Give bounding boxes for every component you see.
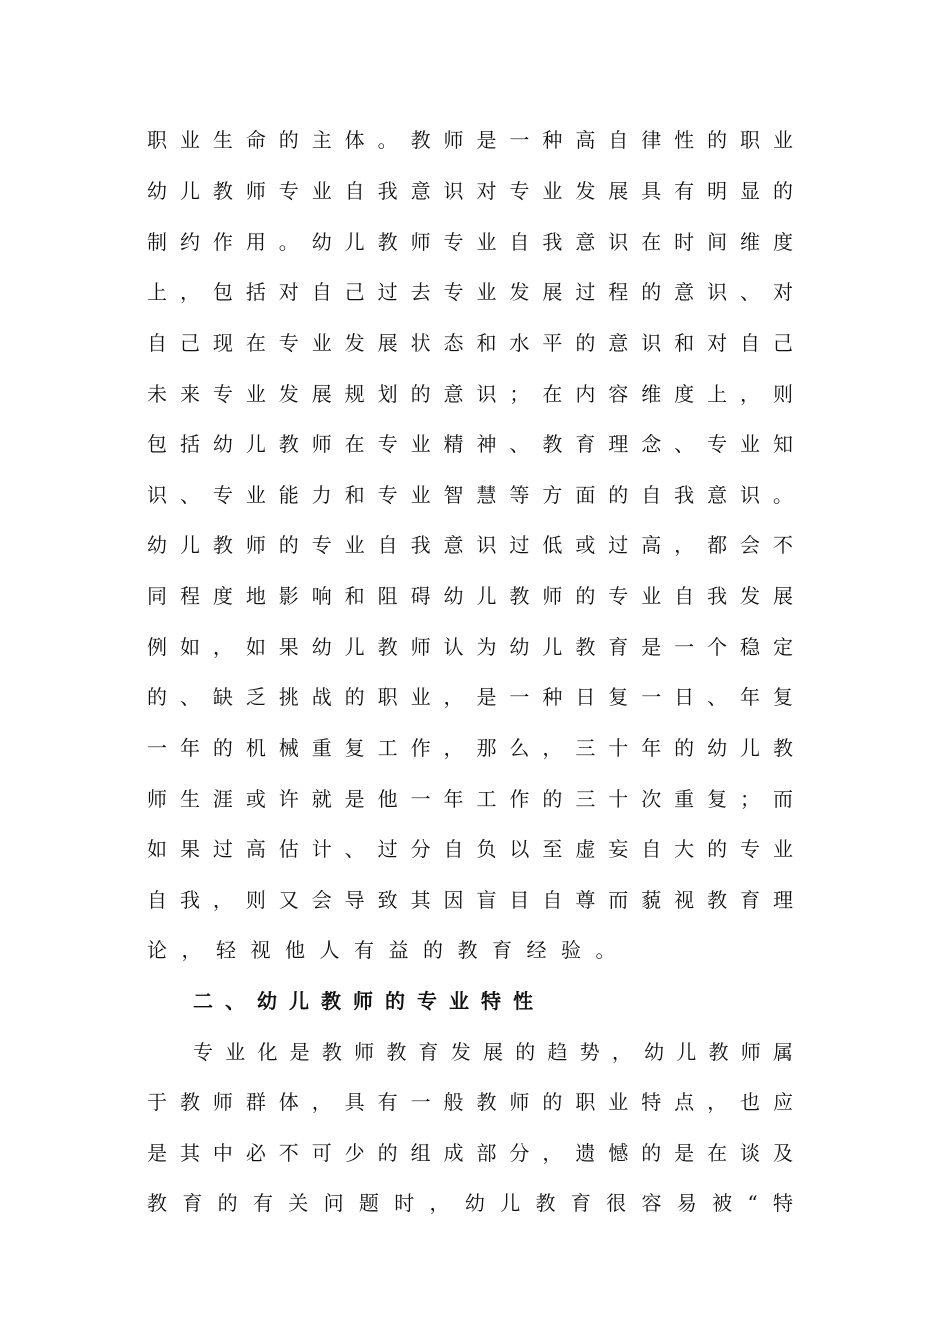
text-line: 识、专业能力和专业智慧等方面的自我意识。 [147, 483, 793, 507]
text-line: 制约作用。幼儿教师专业自我意识在时间维度 [147, 230, 793, 254]
text-line: 例如，如果幼儿教师认为幼儿教育是一个稳定 [147, 635, 793, 659]
text-line: 一年的机械重复工作，那么，三十年的幼儿教 [147, 736, 793, 760]
text-line: 幼儿教师专业自我意识对专业发展具有明显的 [147, 179, 793, 203]
text-line: 于教师群体，具有一般教师的职业特点，也应 [147, 1090, 793, 1114]
text-line: 如果过高估计、过分自负以至虚妄自大的专业 [147, 837, 793, 861]
text-line: 论，轻视他人有益的教育经验。 [147, 938, 630, 962]
text-line: 自己现在专业发展状态和水平的意识和对自己 [147, 331, 793, 355]
text-line: 师生涯或许就是他一年工作的三十次重复；而 [147, 787, 793, 811]
text-line: 幼儿教师的专业自我意识过低或过高，都会不 [147, 533, 793, 557]
text-line: 的、缺乏挑战的职业，是一种日复一日、年复 [147, 685, 793, 709]
text-line: 同程度地影响和阻碍幼儿教师的专业自我发展 [147, 584, 793, 608]
text-line: 自我，则又会导致其因盲目自尊而藐视教育理 [147, 888, 793, 912]
text-line: 职业生命的主体。教师是一种高自律性的职业 [147, 128, 793, 152]
text-line: 教育的有关问题时，幼儿教育很容易被“特 [147, 1191, 793, 1215]
text-line: 包括幼儿教师在专业精神、教育理念、专业知 [147, 432, 793, 456]
text-line: 是其中必不可少的组成部分，遗憾的是在谈及 [147, 1141, 793, 1165]
text-line: 专业化是教师教育发展的趋势，幼儿教师属 [193, 1040, 793, 1064]
section-heading: 二、幼儿教师的专业特性 [193, 989, 545, 1013]
text-line: 未来专业发展规划的意识；在内容维度上，则 [147, 382, 793, 406]
text-line: 上，包括对自己过去专业发展过程的意识、对 [147, 280, 793, 304]
